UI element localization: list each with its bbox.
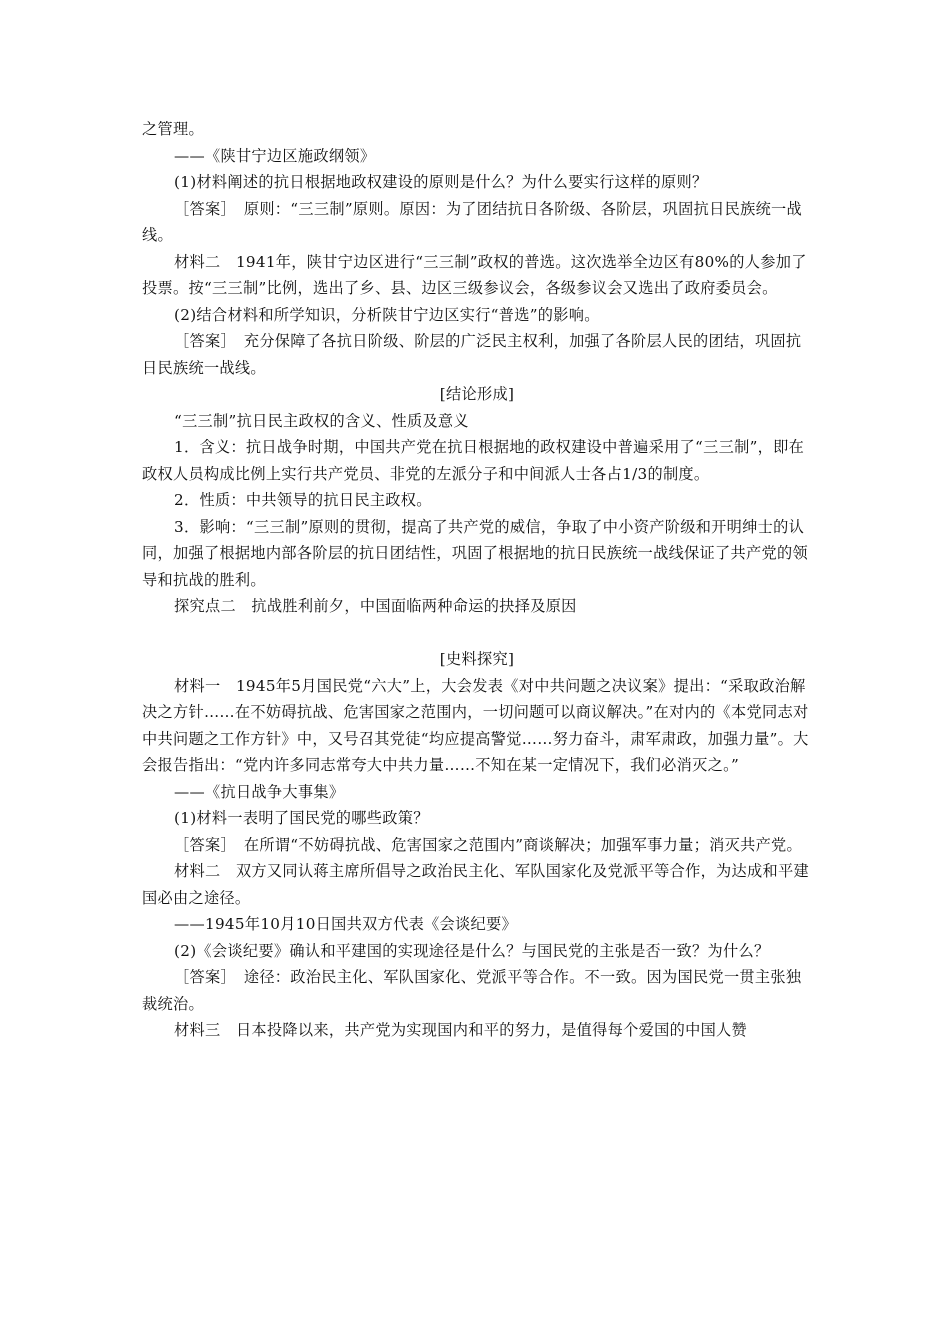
material: 材料二 1941年，陕甘宁边区进行“三三制”政权的普选。这次选举全边区有80%的人参加了投票。按“三三制”比例，选出了乡、县、边区三级参议会，各级参议会又选出了政府委员会。 — [142, 252, 807, 297]
question: (2)《会谈纪要》确认和平建国的实现途径是什么？与国民党的主张是否一致？为什么？ — [174, 941, 770, 960]
section-heading: [史料探究] — [439, 650, 515, 668]
list-item: 3．影响：“三三制”原则的贯彻，提高了共产党的威信，争取了中小资产阶级和开明绅士的认同，加强了根据地内部各阶层的抗日团结性，巩固了根据地的抗日民族统一战线保证了共产党的领导和抗战的胜利。 — [142, 517, 808, 589]
source-citation: ——1945年10月10日国共双方代表《会谈纪要》 — [174, 915, 517, 933]
question: (1)材料一表明了国民党的哪些政策？ — [174, 809, 429, 827]
question: (1)材料阐述的抗日根据地政权建设的原则是什么？为什么要实行这样的原则？ — [174, 173, 708, 191]
blank-line — [142, 620, 812, 647]
answer: ［答案］ 充分保障了各抗日阶级、阶层的广泛民主权利，加强了各阶层人民的团结，巩固抗日民族统一战线。 — [142, 332, 802, 377]
source-citation: ——《抗日战争大事集》 — [174, 782, 345, 801]
question: (2)结合材料和所学知识，分析陕甘宁边区实行“普选”的影响。 — [174, 305, 600, 324]
answer: ［答案］ 途径：政治民主化、军队国家化、党派平等合作。不一致。因为国民党一贯主张独裁统治。 — [142, 968, 802, 1013]
answer: ［答案］ 原则：“三三制”原则。原因：为了团结抗日各阶级、各阶层，巩固抗日民族统一战线。 — [142, 199, 803, 244]
material: 材料一 1945年5月国民党“六大”上，大会发表《对中共问题之决议案》提出：“采取政治解决之方针……在不妨碍抗战、危害国家之范围内，一切问题可以商议解决。”在对内的《本党同志对中共问题之工作方针》中，又号召其党徒“均应提高警觉……努力奋斗，肃军肃政，加强力量”。大会报告指出：“党内许多同志常夸大中共力量……不知在某一定情况下，我们必消灭之。” — [142, 676, 809, 774]
section-heading: [结论形成] — [439, 385, 515, 403]
list-item: 2．性质：中共领导的抗日民主政权。 — [174, 491, 432, 509]
topic-heading: 探究点二 抗战胜利前夕，中国面临两种命运的抉择及原因 — [174, 597, 577, 615]
material: 材料二 双方又同认蒋主席所倡导之政治民主化、军队国家化及党派平等合作，为达成和平建国必由之途径。 — [142, 862, 809, 907]
paragraph: 之管理。 — [142, 120, 204, 138]
source-citation: ——《陕甘宁边区施政纲领》 — [174, 146, 376, 165]
answer: ［答案］ 在所谓“不妨碍抗战、危害国家之范围内”商谈解决；加强军事力量；消灭共产党。 — [174, 835, 803, 854]
material: 材料三 日本投降以来，共产党为实现国内和平的努力，是值得每个爱国的中国人赞 — [174, 1021, 748, 1039]
document-body — [142, 116, 812, 1044]
list-item: 1．含义：抗日战争时期，中国共产党在抗日根据地的政权建设中普遍采用了“三三制”，即在政权人员构成比例上实行共产党员、非党的左派分子和中间派人士各占1/3的制度。 — [142, 438, 805, 483]
subheading: “三三制”抗日民主政权的含义、性质及意义 — [174, 411, 469, 430]
